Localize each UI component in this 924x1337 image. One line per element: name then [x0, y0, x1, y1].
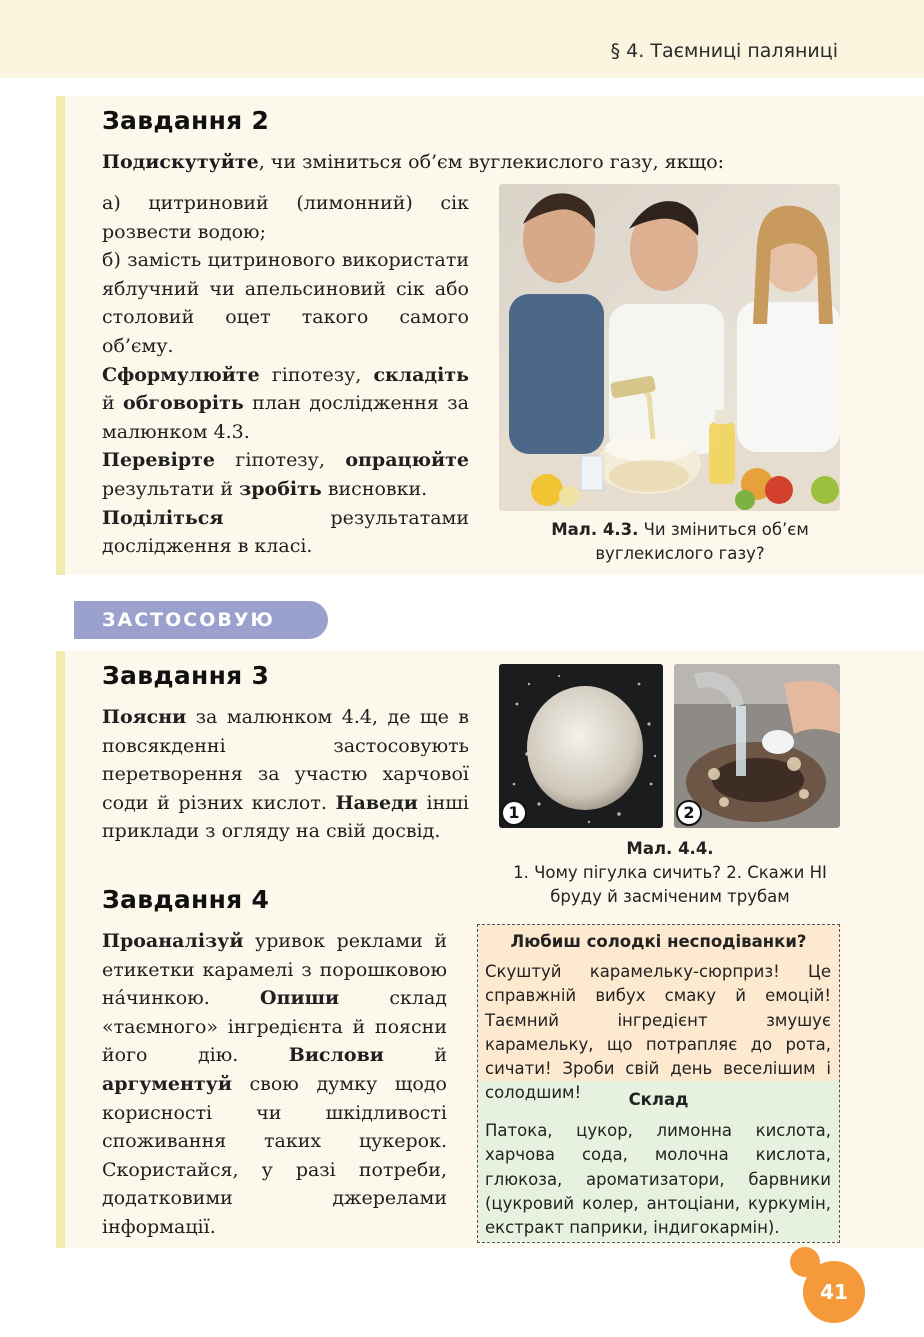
task2-title: Завдання 2 [102, 106, 270, 135]
task3-title: Завдання 3 [102, 661, 270, 690]
task3-body: Поясни за малюнком 4.4, де ще в повсякденні застосовують перетворення за участю харчової соди й різних кислот. Наведи інші приклади з огляду на свій досвід. [102, 706, 469, 843]
fig44-text: 1. Чому пігулка сичить? 2. Скажи НІ бруду й засміченим трубам [513, 863, 827, 906]
task2-lead [102, 148, 724, 176]
option-b: б) замість цитринового використати яблучний чи апельсиновий сік або столовий оцет такого самого об’єму. [102, 249, 469, 357]
drain-cleaning-illustration [674, 664, 840, 828]
lead-rest: , чи зміниться об’єм вуглекислого газу, якщо: [258, 151, 725, 173]
fig44-label: Мал. 4.4. [626, 839, 714, 858]
section-title: § 4. Таємниці паляниці [610, 40, 838, 62]
lead-bold: Подискутуйте [102, 151, 259, 173]
ad-text: Скуштуй карамельку-сюрприз! Це справжній вибух смаку й емоцій! Таємний інгредієнт змушує карамельку, що потрапляє до рота, сичати! Зроби свій день веселішим і солодшим! [485, 962, 831, 1103]
accent-bar [56, 651, 65, 1248]
fig43-caption: Мал. 4.3. Чи зміниться об’єм вуглекислого газу? [551, 520, 809, 563]
candy-ad-box [477, 924, 840, 1243]
page-header [0, 0, 924, 78]
fig43-photo [499, 184, 840, 511]
task4-body: Проаналізуй уривок реклами й етикетки карамелі з порошковою на́чинкою. Опиши склад «таємного» інгредієнта й поясни його дію. Вислови й аргументуй свою думку щодо корисності чи шкідливості споживання таких цукерок. Скористайся, у разі потреби, додатковими джерелами інформації. [102, 930, 447, 1238]
instruction-2: Перевірте гіпотезу, опрацюйте результати й зробіть висновки. [102, 449, 469, 500]
badge-2: 2 [676, 800, 702, 826]
page-number: 41 [803, 1261, 865, 1323]
fig44-caption [495, 837, 845, 909]
composition-text: Патока, цукор, лимонна кислота, харчова сода, молочна кислота, глюкоза, ароматизатори, барвники (цукровий колер, антоціани, куркумін, екстракт паприки, індигокармін). [485, 1121, 831, 1238]
option-a: а) цитриновий (лимонний) сік розвести водою; [102, 192, 469, 243]
ad-headline: Любиш солодкі несподіванки? [510, 932, 807, 951]
instruction-3: Поділіться результатами дослідження в класі. [102, 506, 469, 558]
composition-title: Склад [628, 1090, 689, 1109]
badge-1: 1 [501, 800, 527, 826]
task4-title: Завдання 4 [102, 885, 270, 914]
fig44-photo-2 [674, 664, 840, 828]
instruction-1: Сформулюйте гіпотезу, складіть й обговоріть план дослідження за малюнком 4.3. [102, 363, 469, 443]
section-label: ЗАСТОСОВУЮ [74, 601, 328, 639]
task2-body [102, 189, 469, 561]
experiment-illustration [499, 184, 840, 511]
accent-bar [56, 96, 65, 575]
